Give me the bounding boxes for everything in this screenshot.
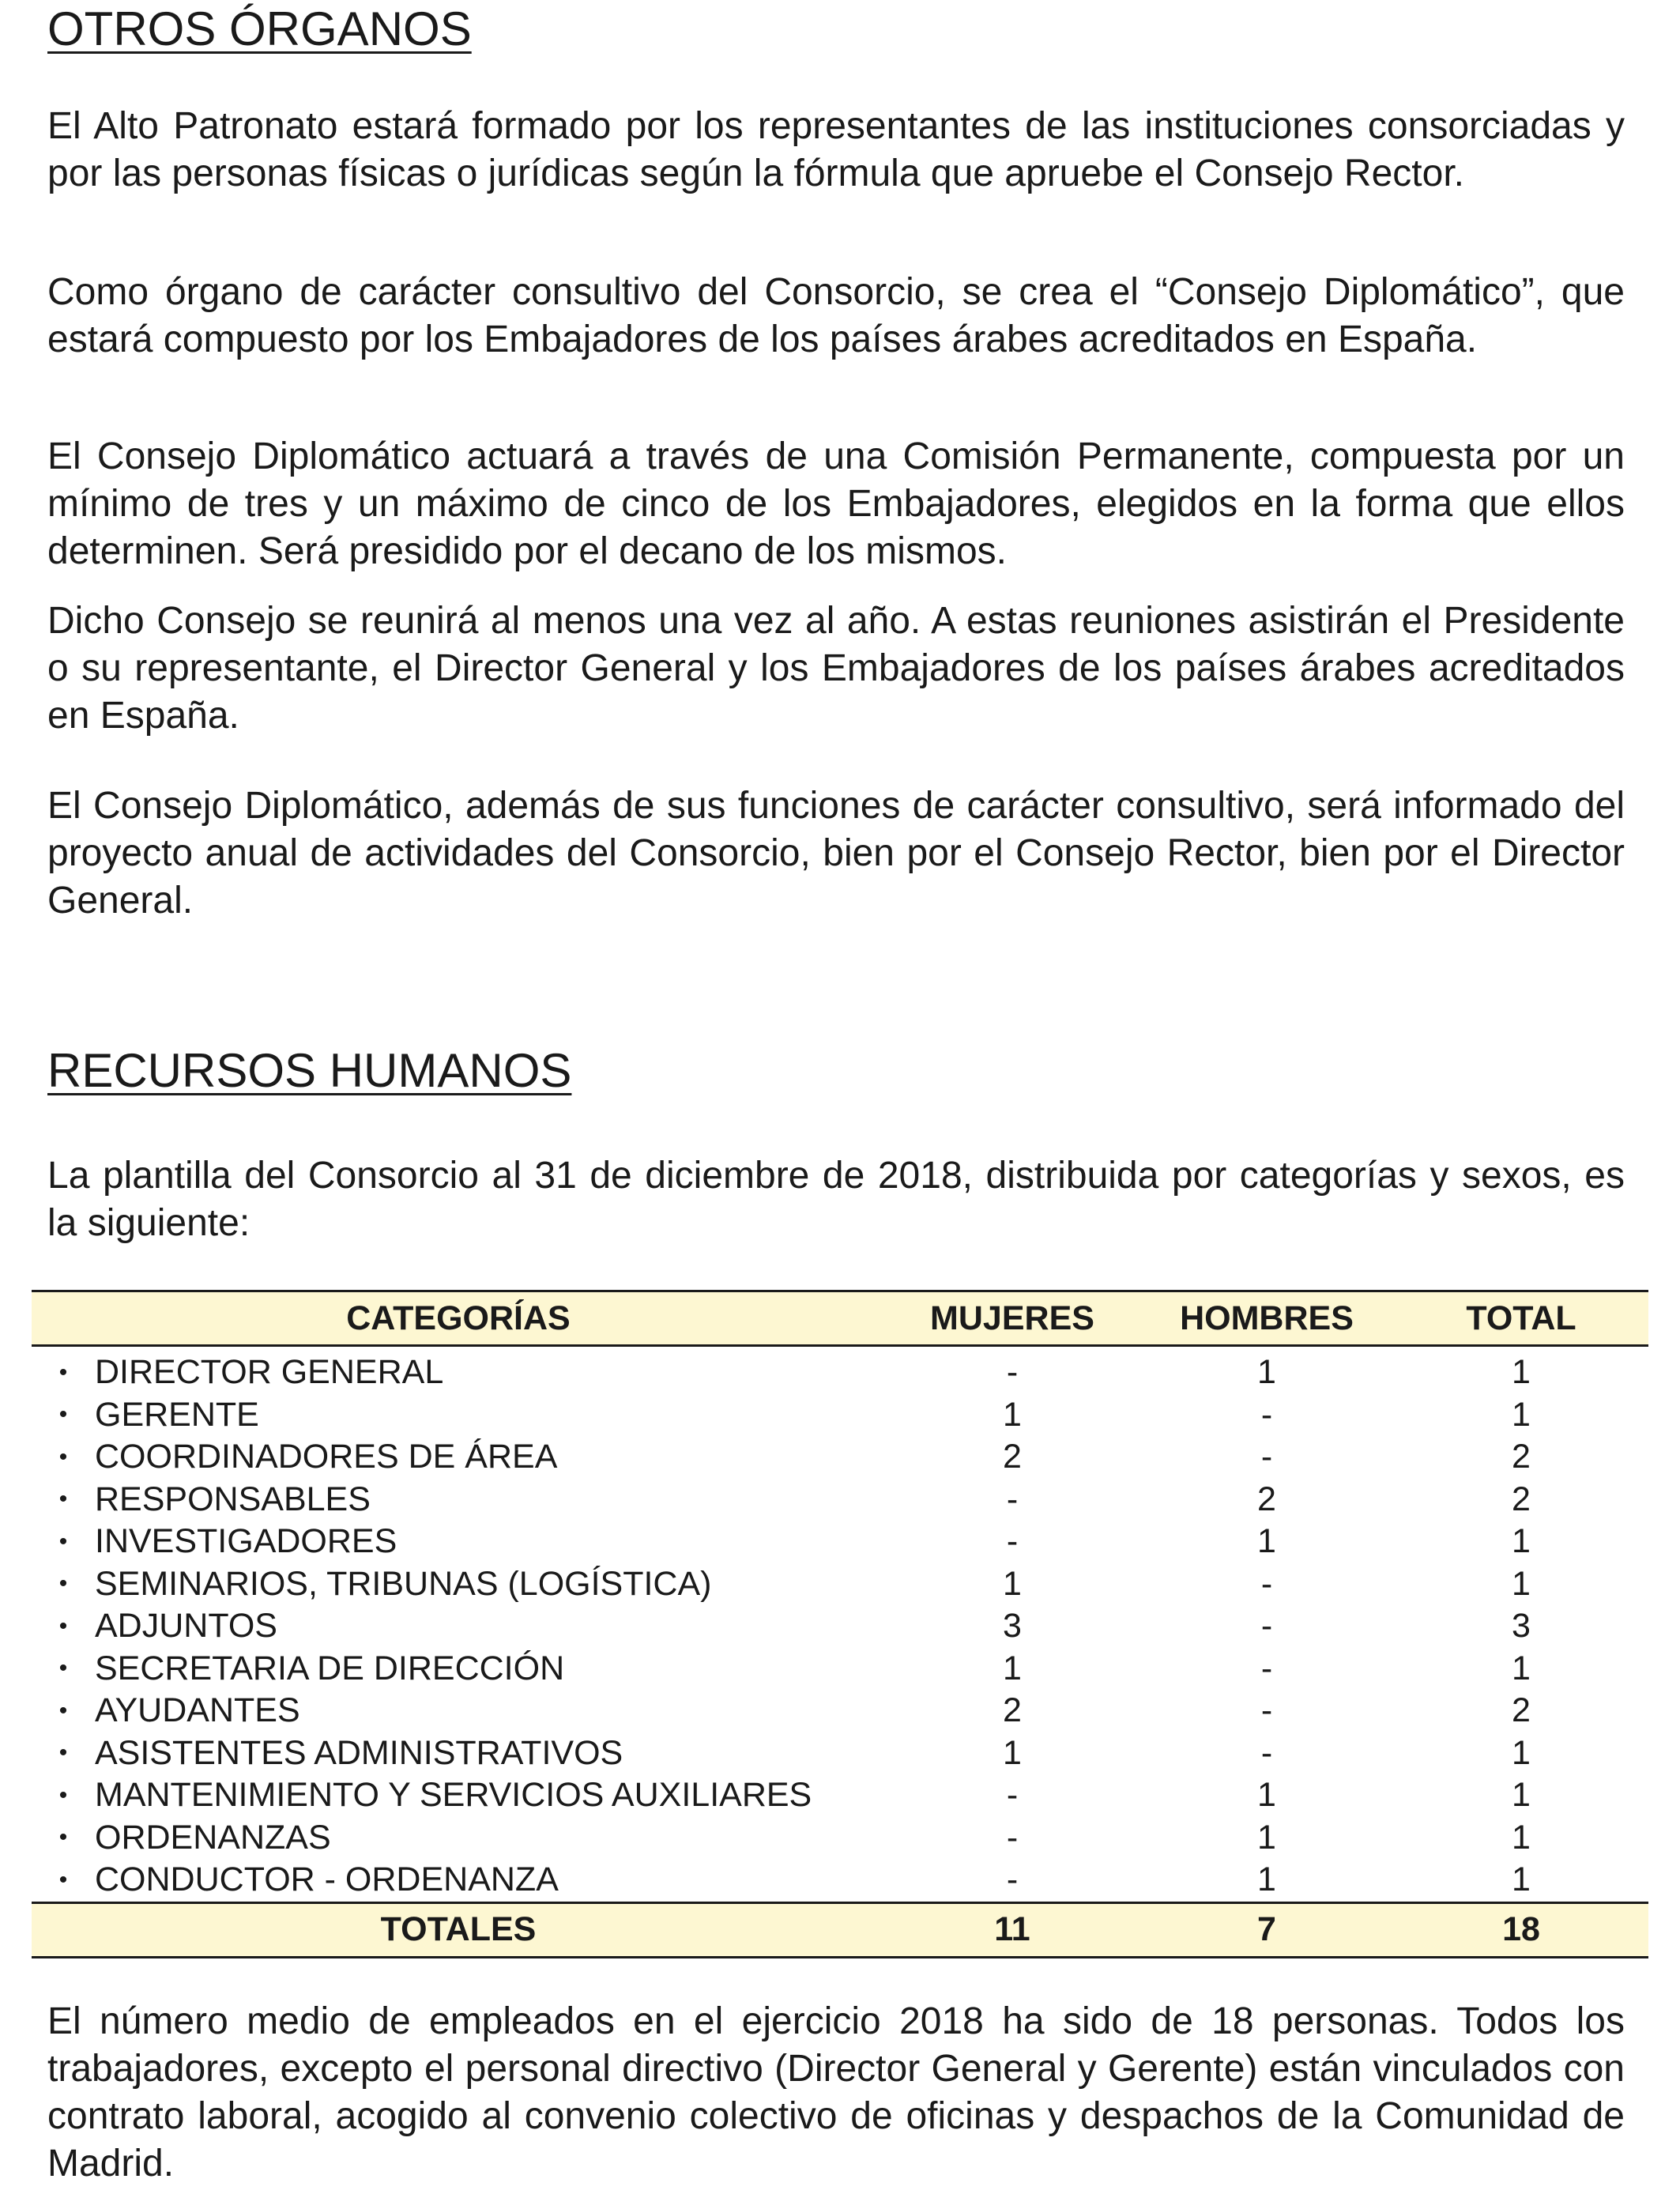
header-hombres: HOMBRES xyxy=(1180,1299,1354,1337)
table-row xyxy=(32,1394,1648,1437)
category-cell: COORDINADORES DE ÁREA xyxy=(95,1438,558,1476)
bullet-icon: • xyxy=(58,1824,68,1851)
total-cell: 3 xyxy=(1512,1607,1531,1646)
staff-table xyxy=(32,1290,1648,1958)
total-cell: 1 xyxy=(1512,1733,1531,1772)
men-cell: - xyxy=(1260,1395,1273,1434)
table-row xyxy=(32,1817,1648,1860)
table-row xyxy=(32,1479,1648,1521)
bullet-icon: • xyxy=(58,1740,68,1766)
category-cell: DIRECTOR GENERAL xyxy=(95,1353,444,1392)
women-cell: 1 xyxy=(1003,1564,1022,1603)
total-cell: 1 xyxy=(1512,1395,1531,1434)
bullet-icon: • xyxy=(58,1401,68,1428)
women-cell: 2 xyxy=(1003,1691,1022,1730)
total-cell: 1 xyxy=(1512,1649,1531,1687)
men-cell: - xyxy=(1260,1564,1273,1603)
category-cell: ADJUNTOS xyxy=(95,1607,277,1646)
total-cell: 1 xyxy=(1512,1522,1531,1561)
table-row xyxy=(32,1648,1648,1691)
men-cell: - xyxy=(1260,1733,1273,1772)
table-row xyxy=(32,1563,1648,1606)
category-cell: ASISTENTES ADMINISTRATIVOS xyxy=(95,1733,623,1772)
women-cell: - xyxy=(1006,1818,1019,1857)
table-header-row xyxy=(32,1291,1648,1346)
men-cell: 1 xyxy=(1257,1818,1276,1857)
bullet-icon: • xyxy=(58,1697,68,1724)
women-cell: - xyxy=(1006,1480,1019,1518)
total-cell: 1 xyxy=(1512,1564,1531,1603)
women-cell: - xyxy=(1006,1776,1019,1815)
table-row xyxy=(32,1521,1648,1563)
women-cell: 1 xyxy=(1003,1733,1022,1772)
paragraph-plantilla-intro: La plantilla del Consorcio al 31 de diciembre de 2018, distribuida por categorías y sexos, es la siguiente: xyxy=(47,1155,1625,1244)
paragraph-comision-permanente: El Consejo Diplomático actuará a través de una Comisión Permanente, compuesta por un mínimo de tres y un máximo de cinco de los Embajadores, elegidos en la forma que ellos determinen. Será presidido por el decano de los mismos. xyxy=(47,435,1625,572)
totals-label: TOTALES xyxy=(380,1910,537,1948)
men-cell: - xyxy=(1260,1649,1273,1687)
men-cell: 1 xyxy=(1257,1522,1276,1561)
table-row xyxy=(32,1859,1648,1902)
total-cell: 1 xyxy=(1512,1860,1531,1899)
paragraph-consejo-diplomatico: Como órgano de carácter consultivo del Consorcio, se crea el “Consejo Diplomático”, que estará compuesto por los Embajadores de los países árabes acreditados en España. xyxy=(47,271,1625,360)
total-cell: 1 xyxy=(1512,1776,1531,1815)
men-cell: - xyxy=(1260,1438,1273,1476)
totals-men: 7 xyxy=(1257,1910,1276,1948)
bullet-icon: • xyxy=(58,1443,68,1470)
bullet-icon: • xyxy=(58,1612,68,1639)
total-cell: 2 xyxy=(1512,1480,1531,1518)
bullet-icon: • xyxy=(58,1866,68,1893)
women-cell: - xyxy=(1006,1353,1019,1392)
table-row xyxy=(32,1605,1648,1648)
heading-otros-organos: OTROS ÓRGANOS xyxy=(47,2,472,55)
category-cell: SECRETARIA DE DIRECCIÓN xyxy=(95,1649,565,1687)
total-cell: 1 xyxy=(1512,1353,1531,1392)
totals-row xyxy=(32,1902,1648,1957)
bullet-icon: • xyxy=(58,1359,68,1385)
category-cell: SEMINARIOS, TRIBUNAS (LOGÍSTICA) xyxy=(95,1564,712,1603)
header-categorias: CATEGORÍAS xyxy=(346,1299,571,1337)
category-cell: GERENTE xyxy=(95,1395,259,1434)
total-cell: 2 xyxy=(1512,1691,1531,1730)
heading-recursos-humanos: RECURSOS HUMANOS xyxy=(47,1044,572,1097)
men-cell: 1 xyxy=(1257,1776,1276,1815)
bullet-icon: • xyxy=(58,1655,68,1682)
total-cell: 2 xyxy=(1512,1438,1531,1476)
category-cell: AYUDANTES xyxy=(95,1691,300,1730)
women-cell: 1 xyxy=(1003,1649,1022,1687)
category-cell: RESPONSABLES xyxy=(95,1480,371,1518)
paragraph-reuniones: Dicho Consejo se reunirá al menos una vez al año. A estas reuniones asistirán el Presidente o su representante, el Director General y los Embajadores de los países árabes acreditados en España. xyxy=(47,600,1625,737)
women-cell: - xyxy=(1006,1860,1019,1899)
bullet-icon: • xyxy=(58,1570,68,1597)
table-row xyxy=(32,1690,1648,1732)
men-cell: 1 xyxy=(1257,1353,1276,1392)
category-cell: CONDUCTOR - ORDENANZA xyxy=(95,1860,559,1899)
totals-total: 18 xyxy=(1502,1910,1540,1948)
header-mujeres: MUJERES xyxy=(930,1299,1094,1337)
women-cell: 3 xyxy=(1003,1607,1022,1646)
table-row xyxy=(32,1346,1648,1394)
women-cell: 1 xyxy=(1003,1395,1022,1434)
totals-women: 11 xyxy=(994,1910,1030,1948)
table-row xyxy=(32,1774,1648,1817)
women-cell: 2 xyxy=(1003,1438,1022,1476)
men-cell: - xyxy=(1260,1691,1273,1730)
paragraph-funciones-consultivas: El Consejo Diplomático, además de sus funciones de carácter consultivo, será informado del proyecto anual de actividades del Consorcio, bien por el Consejo Rector, bien por el Director General. xyxy=(47,785,1625,922)
women-cell: - xyxy=(1006,1522,1019,1561)
category-cell: INVESTIGADORES xyxy=(95,1522,397,1561)
table-row xyxy=(32,1732,1648,1775)
category-cell: MANTENIMIENTO Y SERVICIOS AUXILIARES xyxy=(95,1776,812,1815)
paragraph-alto-patronato: El Alto Patronato estará formado por los representantes de las instituciones consorciadas y por las personas físicas o jurídicas según la fórmula que apruebe el Consejo Rector. xyxy=(47,105,1625,194)
men-cell: 2 xyxy=(1257,1480,1276,1518)
men-cell: - xyxy=(1260,1607,1273,1646)
paragraph-numero-medio-empleados: El número medio de empleados en el ejercicio 2018 ha sido de 18 personas. Todos los trabajadores, excepto el personal directivo (Director General y Gerente) están vinculados con contrato laboral, acogido al convenio colectivo de oficinas y despachos de la Comunidad de Madrid. xyxy=(47,2000,1625,2185)
bullet-icon: • xyxy=(58,1781,68,1808)
bullet-icon: • xyxy=(58,1486,68,1513)
men-cell: 1 xyxy=(1257,1860,1276,1899)
category-cell: ORDENANZAS xyxy=(95,1818,331,1857)
total-cell: 1 xyxy=(1512,1818,1531,1857)
table-row xyxy=(32,1436,1648,1479)
bullet-icon: • xyxy=(58,1528,68,1555)
header-total: TOTAL xyxy=(1466,1299,1576,1337)
